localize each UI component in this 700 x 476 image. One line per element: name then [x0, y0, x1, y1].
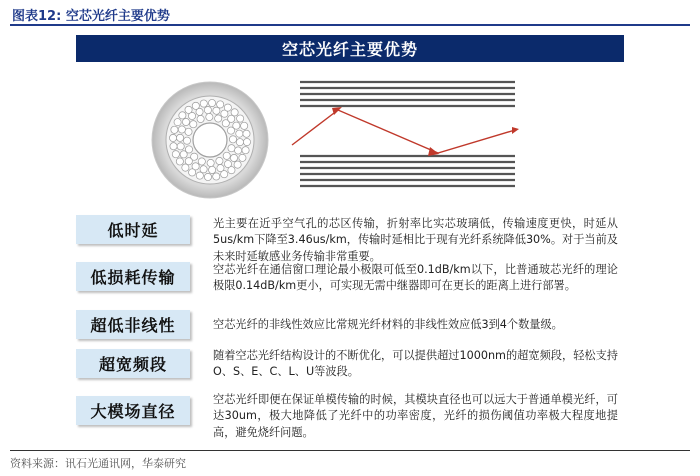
fiber-cross-section-illustration: [150, 80, 270, 200]
capillary-tube: [217, 101, 224, 108]
capillary-tube: [243, 138, 250, 145]
capillary-tube: [200, 100, 207, 107]
capillary-tube: [190, 121, 197, 128]
capillary-tube: [242, 147, 249, 154]
top-cladding-layers: [300, 82, 515, 106]
capillary-tube: [215, 115, 222, 122]
capillary-tube: [229, 136, 236, 143]
capillary-tube: [206, 113, 213, 120]
capillary-tube: [228, 115, 235, 122]
label-ultra-wide-band: 超宽频段: [76, 349, 190, 378]
capillary-tube: [182, 118, 189, 125]
capillary-tube: [208, 99, 215, 106]
capillary-tube: [216, 157, 223, 164]
capillary-tube: [221, 171, 228, 178]
capillary-tube: [189, 169, 196, 176]
bottom-cladding-layers: [300, 156, 515, 186]
capillary-tube: [200, 166, 207, 173]
capillary-tube: [243, 130, 250, 137]
capillary-tube: [174, 119, 181, 126]
capillary-tube: [180, 151, 187, 158]
capillary-tube: [224, 104, 231, 111]
capillary-tube: [185, 106, 192, 113]
capillary-tube: [179, 112, 186, 119]
figure-header: [10, 5, 690, 26]
capillary-tube: [204, 106, 211, 113]
capillary-tube: [231, 109, 238, 116]
capillary-tube: [228, 167, 235, 174]
capillary-tube: [223, 152, 230, 159]
desc-low-loss: 空芯光纤在通信窗口理论最小极限可低至0.1dB/km以下，比普通玻芯光纤的理论极限0.14dB/km更小，可实现无需中继器即可在更长的距离上进行部署。: [213, 263, 618, 293]
capillary-tube: [230, 154, 237, 161]
label-low-loss: 低损耗传输: [76, 262, 190, 291]
light-ray-path: [292, 110, 515, 153]
capillary-tube: [235, 147, 242, 154]
capillary-tube: [183, 137, 190, 144]
capillary-tube: [170, 143, 177, 150]
capillary-tube: [176, 158, 183, 165]
capillary-tube: [204, 173, 211, 180]
label-large-mode-field: 大模场直径: [76, 396, 190, 425]
capillary-tube: [207, 159, 214, 166]
capillary-tube: [177, 143, 184, 150]
capillary-tube: [176, 134, 183, 141]
desc-ultra-wide-band: 随着空芯光纤结构设计的不断优化，可以提供超过1000nm的超宽频段，轻松支持O、S、E、C、L、U等波段。: [213, 349, 618, 379]
capillary-tube: [198, 158, 205, 165]
desc-low-latency: 光主要在近乎空气孔的芯区传输，折射率比实芯玻璃低，传输速度更快，时延从5us/km下降至3.46us/km，传输时延相比于现有光纤系统降低30%。对于当前及未来时延敏感业务传输非常重要。: [213, 217, 618, 263]
capillary-tube: [241, 122, 248, 129]
capillary-tube: [169, 134, 176, 141]
banner-title: 空芯光纤主要优势: [76, 35, 624, 62]
capillary-tube: [234, 161, 241, 168]
ray-arrow-2-icon: [428, 147, 439, 156]
capillary-tube: [196, 172, 203, 179]
ray-arrow-3-icon: [512, 127, 519, 134]
capillary-tube: [197, 115, 204, 122]
footer: [10, 450, 690, 473]
capillary-tube: [178, 126, 185, 133]
fiber-side-view-illustration: [290, 70, 520, 192]
capillary-tube: [192, 102, 199, 109]
label-low-latency: 低时延: [76, 215, 190, 244]
desc-ultra-low-nonlinearity: 空芯光纤的非线性效应比常规光纤材料的非线性效应低3到4个数量级。: [213, 318, 563, 331]
capillary-tube: [185, 158, 192, 165]
desc-large-mode-field: 空芯光纤即便在保证单模传输的时候，其模块直径也可以远大于普通单模光纤，可达30um，极大地降低了光纤中的功率密度，光纤的损伤阈值功率极大程度地提高，避免烧纤问题。: [213, 393, 618, 439]
capillary-tube: [213, 107, 220, 114]
capillary-tube: [209, 166, 216, 173]
capillary-tube: [171, 126, 178, 133]
source-note: 资料来源：讯石光通讯网，华泰研究: [10, 457, 186, 470]
capillary-tube: [213, 173, 220, 180]
capillary-tube: [239, 154, 246, 161]
capillary-tube: [237, 115, 244, 122]
capillary-tube: [233, 122, 240, 129]
capillary-tube: [236, 139, 243, 146]
capillary-tube: [185, 128, 192, 135]
capillary-tube: [236, 130, 243, 137]
label-ultra-low-nonlinearity: 超低非线性: [76, 310, 190, 339]
capillary-tube: [182, 164, 189, 171]
capillary-tube: [228, 145, 235, 152]
figure-title: 图表12: 空芯光纤主要优势: [12, 9, 170, 24]
capillary-tube: [172, 151, 179, 158]
hollow-core: [193, 123, 227, 157]
